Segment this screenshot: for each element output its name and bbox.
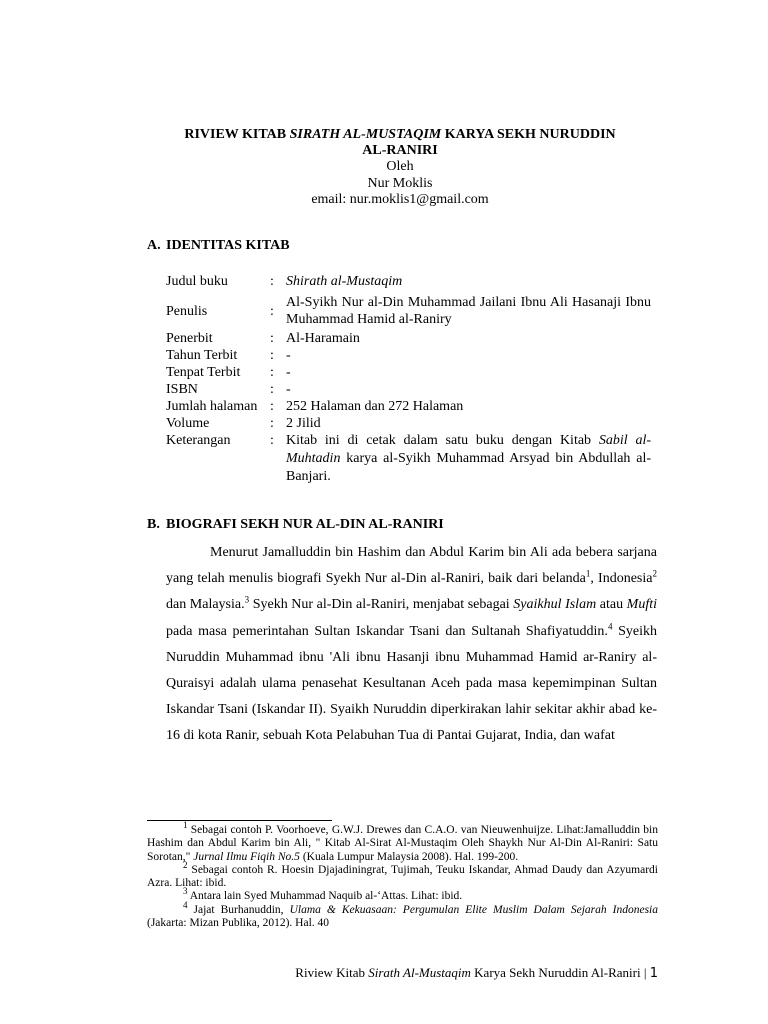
row-colon: :: [270, 433, 274, 448]
text-run: atau: [596, 597, 627, 613]
footnote-ref-2[interactable]: 2: [652, 568, 657, 579]
term-syaikhul-islam: Syaikhul Islam: [513, 597, 597, 613]
biography-paragraph: [166, 540, 657, 750]
row-colon: :: [270, 303, 274, 319]
identity-row-pages: [166, 398, 651, 415]
text-run: Syekh Nur al-Din al-Raniri, menjabat sebagai: [249, 597, 514, 613]
text-run: Syeikh Nuruddin Muhammad ibnu 'Ali ibnu Hasanji ibnu Muhammad Hamid ar-Raniry al-Quraisyi adalah ulama penasehat Kesultanan Aceh pada masa kepemimpinan Sultan Iskandar Tsani (Iskandar II). Syaikh Nuruddin diperkirakan lahir sekitar akhir abad ke-16 di kota Ranir, sebuah Kota Pelabuhan Tua di Pantai Gujarat, India, dan wafat: [166, 623, 658, 744]
footnote-ref-4[interactable]: 4: [607, 620, 613, 631]
footnote-ref-3[interactable]: 3: [244, 594, 250, 605]
text-run: Menurut Jamalluddin bin Hashim dan Abdul Karim bin Ali ada bebera sarjana yang telah menulis biografi Syekh Nur al-Din al-Raniri, baik dari belanda: [166, 545, 657, 587]
journal-title: Jurnal Ilmu Fiqih No.5: [193, 850, 300, 863]
row-label: Tahun Terbit: [166, 348, 238, 363]
notes-text: Kitab ini di cetak dalam satu buku dengan Kitab: [286, 433, 599, 448]
row-value: Al-Haramain: [286, 331, 360, 346]
identity-row-year: [166, 347, 651, 364]
identity-row-title: [166, 273, 651, 290]
footnote-2: [147, 860, 658, 891]
row-value: -: [286, 365, 291, 380]
identity-row-isbn: [166, 381, 651, 398]
row-label: Tenpat Terbit: [166, 365, 241, 380]
row-colon: :: [270, 416, 274, 431]
footnote-number: 4: [183, 899, 188, 910]
footnotes: [147, 820, 658, 930]
footnote-number: 3: [183, 886, 188, 897]
footnote-4: [147, 899, 658, 931]
text-run: Jajat Burhanuddin,: [187, 903, 290, 916]
title-suffix: KARYA SEKH NURUDDIN: [441, 127, 616, 142]
row-colon: :: [270, 399, 274, 414]
row-colon: :: [270, 331, 274, 346]
footnote-1: [147, 820, 658, 864]
identity-row-publisher: [166, 330, 651, 347]
title-line-2: AL-RANIRI: [362, 143, 438, 158]
identity-table: [166, 273, 651, 486]
footnote-number: 1: [183, 820, 188, 831]
row-label: Judul buku: [166, 274, 228, 289]
by-label: Oleh: [386, 159, 414, 174]
term-mufti: Mufti: [626, 597, 658, 613]
text-run: (Jakarta: Mizan Publika, 2012). Hal. 40: [147, 917, 330, 930]
section-a-title: IDENTITAS KITAB: [166, 238, 290, 253]
text-run: (Kuala Lumpur Malaysia 2008). Hal. 199-200.: [299, 850, 519, 863]
page-number: 1: [649, 966, 658, 981]
identity-row-volume: [166, 415, 651, 432]
text-run: pada masa pemerintahan Sultan Iskandar Tsani dan Sultanah Shafiyatuddin.: [166, 623, 608, 639]
document-title: [140, 127, 660, 159]
row-value: -: [286, 382, 291, 397]
row-value: Shirath al-Mustaqim: [286, 274, 403, 289]
row-value: Al-Syikh Nur al-Din Muhammad Jailani Ibnu Ali Hasanaji Ibnu Muhammad Hamid al-Raniry: [286, 295, 651, 327]
section-b-heading: [147, 517, 444, 533]
identity-row-place: [166, 364, 651, 381]
identity-row-author: [166, 294, 651, 328]
row-value: [286, 432, 651, 486]
text-run: , Indonesia: [590, 571, 653, 587]
title-prefix: RIVIEW KITAB: [184, 127, 290, 142]
row-colon: :: [270, 382, 274, 397]
identity-row-notes: [166, 432, 651, 486]
text-run: Sebagai contoh P. Voorhoeve, G.W.J. Drewes dan C.A.O. van Nieuwenhuijze. Lihat:Jamalluddin bin Hashim dan Abdul Karim bin Ali, " Kitab Al-Sirat Al-Mustaqim Oleh Shaykh Nur Al-Din Al-Raniri: Satu Sorotan,": [147, 824, 658, 863]
footer-text-end: Karya Sekh Nuruddin Al-Raniri |: [470, 965, 650, 980]
section-a-letter: A.: [147, 238, 161, 253]
title-kitab-name: SIRATH AL-MUSTAQIM: [289, 127, 442, 142]
row-label: Keterangan: [166, 433, 231, 448]
footer-kitab-name: Sirath Al-Mustaqim: [368, 965, 471, 980]
row-label: Penerbit: [166, 331, 213, 346]
author-name: Nur Moklis: [367, 175, 433, 191]
footnote-number: 2: [183, 860, 188, 871]
row-label: ISBN: [166, 382, 198, 397]
text-run: Sebagai contoh R. Hoesin Djajadiningrat, Tujimah, Teuku Iskandar, Ahmad Daudy dan Azyumardi Azra. Lihat: ibid.: [147, 863, 658, 890]
section-a-heading: [147, 238, 290, 254]
section-b-title: BIOGRAFI SEKH NUR AL-DIN AL-RANIRI: [166, 517, 444, 532]
text-run: dan Malaysia.: [166, 597, 245, 613]
book-title: Ulama & Kekuasaan: Pergumulan Elite Muslim Dalam Sejarah Indonesia: [289, 903, 658, 916]
author-email: email: nur.moklis1@gmail.com: [311, 192, 489, 207]
row-colon: :: [270, 348, 274, 363]
section-b-letter: B.: [147, 517, 160, 532]
page-footer: [295, 965, 658, 981]
footnote-separator: [147, 820, 332, 821]
text-run: Antara lain Syed Muhammad Naquib al-‘Attas. Lihat: ibid.: [187, 890, 463, 903]
row-label: Jumlah halaman: [166, 399, 258, 414]
row-value: -: [286, 348, 291, 363]
row-colon: :: [270, 274, 274, 289]
footnote-ref-1[interactable]: 1: [585, 568, 591, 579]
author-block: [140, 159, 660, 209]
row-value: 252 Halaman dan 272 Halaman: [286, 399, 464, 414]
notes-text-end: karya al-Syikh Muhammad Arsyad bin Abdullah al-Banjari.: [286, 451, 651, 484]
row-label: Volume: [166, 416, 210, 431]
row-label: Penulis: [166, 303, 208, 319]
row-value: 2 Jilid: [286, 416, 321, 431]
footer-text: Riview Kitab: [295, 965, 369, 980]
notes-kitab-name: Sabil al- Muhtadin: [286, 433, 651, 466]
footnote-3: [147, 886, 658, 903]
row-colon: :: [270, 365, 274, 380]
